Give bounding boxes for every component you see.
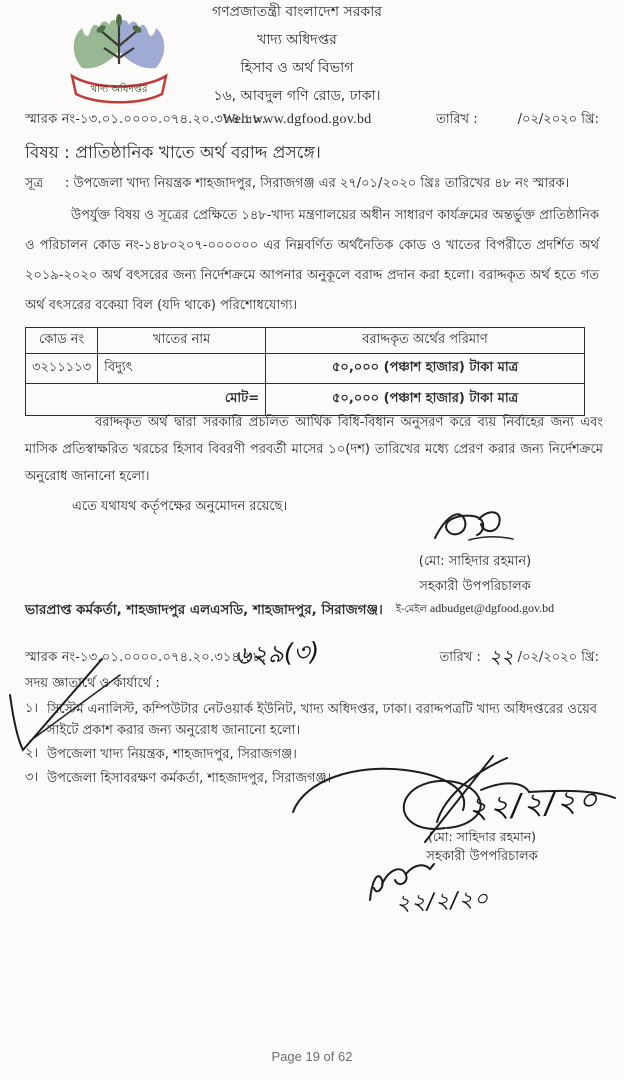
item-text: সিস্টেম এনালিস্ট, কম্পিউটার নেটওয়ার্ক ইউনিট, খাদ্য অধিদপ্তর, ঢাকা। বরাদ্দপত্রটি খাদ্য অধিদপ্তরের ওয়েব সাইটে প্রকাশ করার জন্য অনুরোধ জানানো হলো। xyxy=(47,702,598,738)
memo-date-1 xyxy=(436,110,599,131)
date-value-1: /০২/২০২০ খ্রি: xyxy=(517,112,599,127)
address-line: ১৬, আবদুল গণি রোড, ঢাকা। xyxy=(213,88,381,104)
reference-line xyxy=(25,174,569,195)
memo-number-1: স্মারক নং-১৩.০১.০০০০.০৭৪.২০.৩১৪.১৮. xyxy=(25,112,267,127)
reference-text: : উপজেলা খাদ্য নিয়ন্ত্রক শাহজাদপুর, সিরাজগঞ্জ এর ২৭/০১/২০২০ খ্রিঃ তারিখের ৪৮ নং স্মারক। xyxy=(65,176,570,191)
table-header-row xyxy=(26,328,585,354)
directorate-name: খাদ্য অধিদপ্তর xyxy=(257,32,337,48)
cell-code: ৩২১১১১৩ xyxy=(26,354,98,384)
memo-number-2: স্মারক নং-১৩.০১.০০০০.০৭৪.২০.৩১৪.১৮. xyxy=(25,650,267,665)
page-footer: Page 19 of 62 xyxy=(271,1049,353,1064)
cell-sector: বিদ্যুৎ xyxy=(98,354,266,384)
signatory-name: (মো: সাহিদার রহমান) xyxy=(418,554,532,569)
subject-label: বিষয় : xyxy=(25,143,70,163)
col-header-amount: বরাদ্দকৃত অর্থের পরিমাণ xyxy=(266,328,585,354)
subject-line xyxy=(25,140,321,168)
total-amount: ৫০,০০০ (পঞ্চাশ হাজার) টাকা মাত্র xyxy=(266,384,585,416)
email-label: ই-মেইল xyxy=(395,604,427,615)
item-text: উপজেলা হিসাবরক্ষণ কর্মকর্তা, শাহজাদপুর, সিরাজগঞ্জ। xyxy=(47,771,332,786)
handwritten-date-small: ২২/২/২০ xyxy=(395,886,490,917)
table-row xyxy=(26,354,585,384)
date-label-1: তারিখ : xyxy=(436,112,478,127)
subject-text: প্রাতিষ্ঠানিক খাতে অর্থ বরাদ্দ প্রসঙ্গে। xyxy=(75,143,321,163)
distribution-item-1 xyxy=(25,699,605,741)
handwritten-date-big: ২২/২/২০ xyxy=(466,782,601,827)
signatory-2-name: (মো: সাহিদার রহমান) xyxy=(427,829,537,844)
distribution-heading: সদয় জ্ঞাতার্থে ও কার্যার্থে : xyxy=(25,676,160,691)
distribution-item-2 xyxy=(25,744,605,765)
cell-amount: ৫০,০০০ (পঞ্চাশ হাজার) টাকা মাত্র xyxy=(266,354,585,384)
email-address: adbudget@dgfood.gov.bd xyxy=(429,601,555,615)
signatory-title: সহকারী উপপরিচালক xyxy=(419,579,531,594)
logo-ribbon-text: খাদ্য অধিদপ্তর xyxy=(90,84,148,95)
handwritten-day: ২২ xyxy=(488,646,514,668)
signature-scribble-icon xyxy=(425,506,525,546)
addressee-line: ভারপ্রাপ্ত কর্মকর্তা, শাহজাদপুর এলএসডি, শাহজাদপুর, সিরাজগঞ্জ। xyxy=(25,602,383,618)
website-line: Web:www.dgfood.gov.bd xyxy=(222,112,372,127)
signatory-2-title: সহকারী উপপরিচালক xyxy=(426,849,538,864)
division-name: হিসাব ও অর্থ বিভাগ xyxy=(240,60,354,76)
body-paragraph-1: উপর্যুক্ত বিষয় ও সূত্রের প্রেক্ষিতে ১৪৮-খাদ্য মন্ত্রণালয়ের অধীন সাধারণ কার্যক্রমের অন্তর্ভুক্ত প্রাতিষ্ঠানিক ও পরিচালন কোড নং-১৪৮০২০৭-০০০০০০ এর নিম্নবর্ণিত অর্থনৈতিক কোড ও খাতের বিপরীতে প্রদর্শিত অর্থ ২০১৯-২০২০ অর্থ বৎসরের জন্য নির্দেশক্রমে আপনার অনুকূলে বরাদ্দ প্রদান করা হলো। বরাদ্দকৃত অর্থ হতে গত অর্থ বৎসরের বকেয়া বিল (যদি থাকে) পরিশোধযোগ্য। xyxy=(25,208,599,313)
reference-label: সূত্র xyxy=(25,176,44,191)
item-text: উপজেলা খাদ্য নিয়ন্ত্রক, শাহজাদপুর, সিরাজগঞ্জ। xyxy=(47,747,297,762)
date-label-2: তারিখ : xyxy=(439,650,481,665)
approval-line: এতে যথাযথ কর্তৃপক্ষের অনুমোদন রয়েছে। xyxy=(72,499,288,514)
memo-date-2 xyxy=(439,648,599,680)
col-header-code: কোড নং xyxy=(26,328,98,354)
item-number: ১। xyxy=(25,701,39,716)
col-header-sector: খাতের নাম xyxy=(98,328,266,354)
body-paragraph-2: বরাদ্দকৃত অর্থ দ্বারা সরকারি প্রচলিত আর্থিক বিধি-বিধান অনুসরণ করে ব্যয় নির্বাহের জন্য এবং মাসিক প্রতিস্বাক্ষরিত খরচের হিসাব বিবরণী পরবর্তী মাসের ১০(দশ) তারিখের মধ্যে প্রেরণ করার জন্য নির্দেশক্রমে অনুরোধ জানানো হলো। xyxy=(25,415,603,484)
total-label: মোট= xyxy=(26,384,266,416)
memo-line-1 xyxy=(25,110,599,131)
govt-name: গণপ্রজাতন্ত্রী বাংলাদেশ সরকার xyxy=(212,4,382,20)
handwritten-serial: ৬২৯(৩) xyxy=(234,636,321,671)
allocation-table xyxy=(25,327,585,416)
item-number: ২। xyxy=(25,746,39,761)
date-value-2: /০২/২০২০ খ্রি: xyxy=(517,650,599,665)
item-number: ৩। xyxy=(25,770,39,785)
